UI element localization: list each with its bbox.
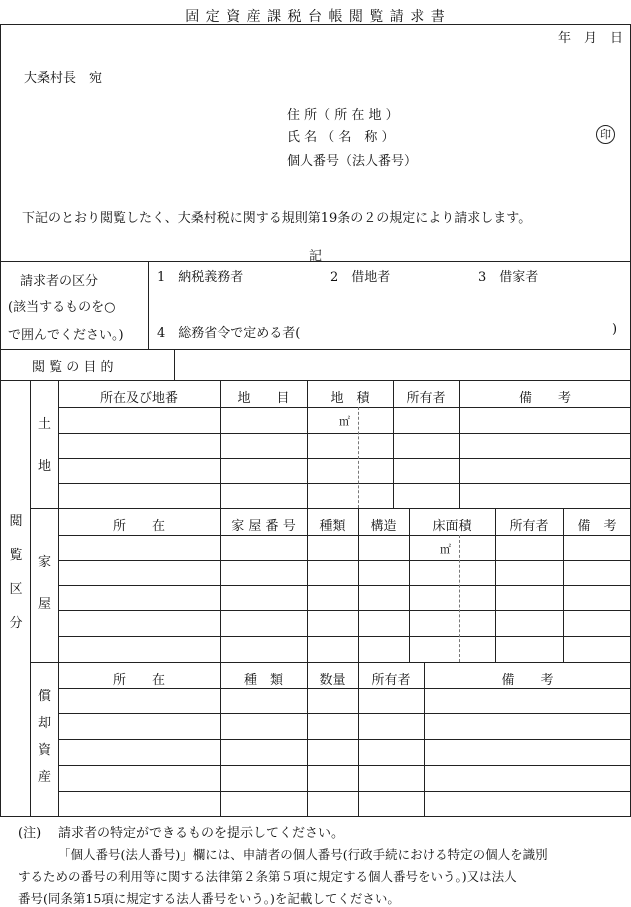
note-line-1: 請求者の特定ができるものを提示してください。 bbox=[58, 826, 345, 841]
asset-header-location: 所 在 bbox=[112, 673, 165, 688]
document-title: 固 定 資 産 課 税 台 帳 閲 覧 請 求 書 bbox=[185, 9, 446, 25]
house-header-owner: 所有者 bbox=[509, 519, 549, 534]
category-option-2: 2 借地者 bbox=[330, 270, 391, 285]
category-label-2: (該当するものを○ bbox=[8, 300, 116, 315]
house-header-location: 所 在 bbox=[112, 519, 165, 534]
category-option-4: 4 総務省令で定める者( bbox=[157, 326, 301, 341]
house-area-unit: ㎡ bbox=[440, 543, 451, 556]
asset-label: 償 却 資 産 bbox=[37, 689, 51, 785]
category-option-4-close: ) bbox=[612, 322, 618, 337]
name-label: 氏 名 （ 名 称 ） bbox=[287, 130, 395, 145]
statement: 下記のとおり閲覧したく、大桑村税に関する規則第19条の２の規定により請求します。 bbox=[22, 211, 532, 226]
land-header-area: 地 積 bbox=[330, 391, 370, 406]
address-label: 住 所（ 所 在 地 ） bbox=[287, 108, 399, 123]
category-option-3: 3 借家者 bbox=[478, 270, 539, 285]
land-label: 土 地 bbox=[37, 417, 51, 474]
ki-label: 記 bbox=[308, 249, 322, 264]
house-header-floor-area: 床面積 bbox=[432, 519, 472, 534]
note-line-2: 「個人番号(法人番号)」欄には、申請者の個人番号(行政手続における特定の個人を識別 bbox=[58, 847, 548, 862]
house-header-type: 種類 bbox=[319, 519, 346, 534]
section-label: 閲 覧 区 分 bbox=[9, 514, 23, 631]
number-label: 個人番号（法人番号） bbox=[287, 154, 418, 169]
seal-mark: 印 bbox=[596, 125, 615, 144]
house-header-remarks: 備 考 bbox=[577, 519, 617, 534]
note-line-3: するための番号の利用等に関する法律第２条第５項に規定する個人番号をいう。)又は法人 bbox=[18, 869, 517, 884]
asset-header-type: 種 類 bbox=[243, 673, 283, 688]
note-line-4: 番号(同条第15項に規定する法人番号をいう。)を記載してください。 bbox=[18, 891, 400, 906]
land-area-unit: ㎡ bbox=[339, 415, 350, 428]
land-header-remarks: 備 考 bbox=[518, 391, 571, 406]
category-label-1: 請求者の区分 bbox=[20, 274, 99, 289]
asset-header-quantity: 数量 bbox=[319, 673, 346, 688]
purpose-label: 閲 覧 の 目 的 bbox=[32, 360, 114, 375]
note-label: (注) bbox=[18, 826, 42, 841]
category-label-3: で囲んでください。) bbox=[8, 328, 124, 343]
house-header-number: 家 屋 番 号 bbox=[231, 519, 296, 534]
asset-header-remarks: 備 考 bbox=[501, 673, 554, 688]
land-header-owner: 所有者 bbox=[406, 391, 446, 406]
land-header-location: 所在及び地番 bbox=[99, 391, 178, 406]
land-header-category: 地 目 bbox=[237, 391, 290, 406]
date-label: 年 月 日 bbox=[557, 31, 623, 46]
house-header-structure: 構造 bbox=[370, 519, 397, 534]
asset-header-owner: 所有者 bbox=[371, 673, 411, 688]
addressee: 大桑村長 宛 bbox=[24, 71, 103, 86]
house-label: 家 屋 bbox=[37, 555, 51, 612]
category-option-1: 1 納税義務者 bbox=[157, 270, 244, 285]
